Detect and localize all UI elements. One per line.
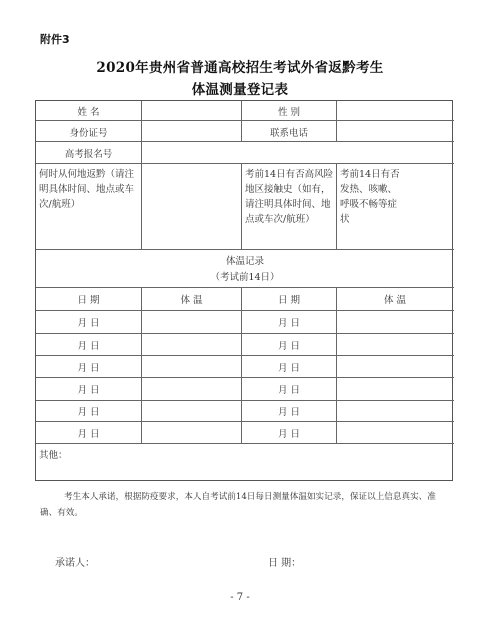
- signature-date-label: 日 期：: [268, 558, 302, 569]
- date-cell[interactable]: 月 日: [277, 363, 301, 374]
- symptoms-answer[interactable]: [408, 164, 453, 249]
- gender-field[interactable]: [337, 102, 453, 120]
- attachment-label: 附件3: [40, 33, 70, 46]
- row-divider: [36, 377, 454, 378]
- name-field[interactable]: [142, 102, 241, 120]
- registration-form-table: [35, 100, 453, 481]
- form-title-line2: 体温测量登记表: [191, 82, 289, 98]
- date-column-header: 日 期: [77, 295, 100, 306]
- contact-phone-field[interactable]: [337, 121, 453, 141]
- temperature-section-heading: 体温记录: [225, 256, 264, 267]
- date-cell[interactable]: 月 日: [77, 429, 100, 440]
- date-cell[interactable]: 月 日: [77, 407, 100, 418]
- col-divider: [241, 163, 242, 249]
- page-number: - 7 -: [230, 592, 250, 603]
- other-label: 其他：: [39, 450, 68, 461]
- temperature-column-header: 体 温: [383, 295, 407, 306]
- exam-number-label: 高考报名号: [64, 149, 113, 160]
- row-divider: [36, 163, 454, 164]
- contact-phone-label: 联系电话: [269, 128, 308, 139]
- commitment-statement: 考生本人承诺，根据防疫要求，本人自考试前14日每日测量体温如实记录，保证以上信息真实、准确、有效。: [40, 492, 436, 518]
- return-time-question: 何时从何地返黔（请注明具体时间、地点或车次/航班）: [39, 169, 135, 210]
- name-label: 姓 名: [77, 107, 100, 118]
- col-divider: [336, 287, 337, 443]
- date-cell[interactable]: 月 日: [277, 318, 301, 329]
- date-cell[interactable]: 月 日: [277, 407, 301, 418]
- col-divider: [141, 287, 142, 443]
- symptoms-question: 考前14日有否发热、咳嗽、呼吸不畅等症状: [340, 169, 400, 225]
- row-divider: [36, 421, 454, 422]
- date-cell[interactable]: 月 日: [77, 385, 100, 396]
- row-divider: [36, 249, 454, 250]
- row-divider: [36, 287, 454, 288]
- signatory-label: 承诺人：: [55, 558, 95, 569]
- row-divider: [36, 333, 454, 334]
- id-number-field[interactable]: [142, 121, 241, 141]
- date-cell[interactable]: 月 日: [277, 341, 301, 352]
- date-cell[interactable]: 月 日: [277, 429, 301, 440]
- form-title-line1: 2020年贵州省普通高校招生考试外省返黔考生: [96, 60, 384, 76]
- date-cell[interactable]: 月 日: [77, 341, 100, 352]
- row-divider: [36, 355, 454, 356]
- temperature-column-header: 体 温: [180, 295, 203, 306]
- row-divider: [36, 400, 454, 401]
- id-number-label: 身份证号: [69, 128, 108, 139]
- date-cell[interactable]: 月 日: [77, 363, 100, 374]
- row-divider: [36, 310, 454, 311]
- date-cell[interactable]: 月 日: [277, 385, 301, 396]
- gender-label: 性 别: [277, 107, 301, 118]
- exam-number-field[interactable]: [142, 142, 453, 163]
- temperature-section-subheading: （考试前14日）: [210, 272, 280, 283]
- return-time-answer[interactable]: [142, 164, 241, 249]
- date-column-header: 日 期: [277, 295, 301, 306]
- exposure-history-question: 考前14日有否高风险地区接触史（如有，请注明具体时间、地点或车次/航班）: [245, 169, 334, 225]
- date-cell[interactable]: 月 日: [77, 318, 100, 329]
- col-divider: [336, 163, 337, 249]
- other-field[interactable]: [76, 444, 452, 480]
